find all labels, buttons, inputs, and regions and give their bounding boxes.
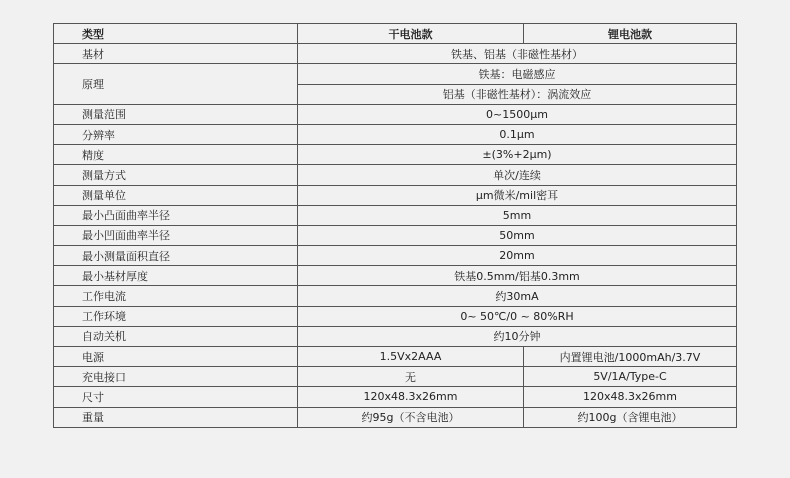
row-label: 工作环境 (54, 306, 298, 326)
row-label: 测量单位 (54, 185, 298, 205)
table-row (54, 205, 737, 225)
row-label: 自动关机 (54, 326, 298, 346)
row-value-lithium: 120x48.3x26mm (524, 387, 737, 407)
row-value: 0~ 50℃/0 ~ 80%RH (298, 306, 737, 326)
spec-table (53, 23, 737, 428)
row-label: 最小测量面积直径 (54, 246, 298, 266)
table-row (54, 246, 737, 266)
table-row (54, 145, 737, 165)
table-row (54, 326, 737, 346)
row-value: 约10分钟 (298, 326, 737, 346)
header-type: 类型 (54, 24, 298, 44)
table-row (54, 225, 737, 245)
table-row (54, 165, 737, 185)
header-dry-battery: 干电池款 (298, 24, 524, 44)
spec-table-container (53, 23, 737, 428)
table-row (54, 124, 737, 144)
row-value: 铁基0.5mm/铝基0.3mm (298, 266, 737, 286)
row-label: 尺寸 (54, 387, 298, 407)
table-row (54, 286, 737, 306)
table-row (54, 407, 737, 427)
row-label: 充电接口 (54, 367, 298, 387)
row-value: 铁基：电磁感应 (298, 64, 737, 84)
row-label: 测量范围 (54, 104, 298, 124)
table-row (54, 306, 737, 326)
row-value: 5mm (298, 205, 737, 225)
row-value-dry: 无 (298, 367, 524, 387)
table-row (54, 44, 737, 64)
table-row (54, 104, 737, 124)
row-label: 测量方式 (54, 165, 298, 185)
row-label: 原理 (54, 64, 298, 104)
row-value-dry: 120x48.3x26mm (298, 387, 524, 407)
row-label: 工作电流 (54, 286, 298, 306)
row-value: 0~1500μm (298, 104, 737, 124)
table-row (54, 347, 737, 367)
row-value: μm微米/mil密耳 (298, 185, 737, 205)
row-label: 最小凸面曲率半径 (54, 205, 298, 225)
row-label: 重量 (54, 407, 298, 427)
row-label: 最小凹面曲率半径 (54, 225, 298, 245)
row-label: 基材 (54, 44, 298, 64)
table-row (54, 64, 737, 84)
row-value-lithium: 5V/1A/Type-C (524, 367, 737, 387)
table-row (54, 367, 737, 387)
row-label: 精度 (54, 145, 298, 165)
row-value: 50mm (298, 225, 737, 245)
row-value: 0.1μm (298, 124, 737, 144)
table-header-row (54, 24, 737, 44)
header-lithium-battery: 锂电池款 (524, 24, 737, 44)
row-value: ±(3%+2μm) (298, 145, 737, 165)
table-row (54, 266, 737, 286)
row-value: 单次/连续 (298, 165, 737, 185)
row-label: 电源 (54, 347, 298, 367)
row-value: 铁基、铝基（非磁性基材） (298, 44, 737, 64)
row-value: 约30mA (298, 286, 737, 306)
table-row (54, 387, 737, 407)
row-value-dry: 约95g（不含电池） (298, 407, 524, 427)
row-value-dry: 1.5Vx2AAA (298, 347, 524, 367)
row-value: 20mm (298, 246, 737, 266)
row-label: 分辨率 (54, 124, 298, 144)
row-label: 最小基材厚度 (54, 266, 298, 286)
table-row (54, 185, 737, 205)
row-value: 铝基（非磁性基材）：涡流效应 (298, 84, 737, 104)
row-value-lithium: 约100g（含锂电池） (524, 407, 737, 427)
row-value-lithium: 内置锂电池/1000mAh/3.7V (524, 347, 737, 367)
